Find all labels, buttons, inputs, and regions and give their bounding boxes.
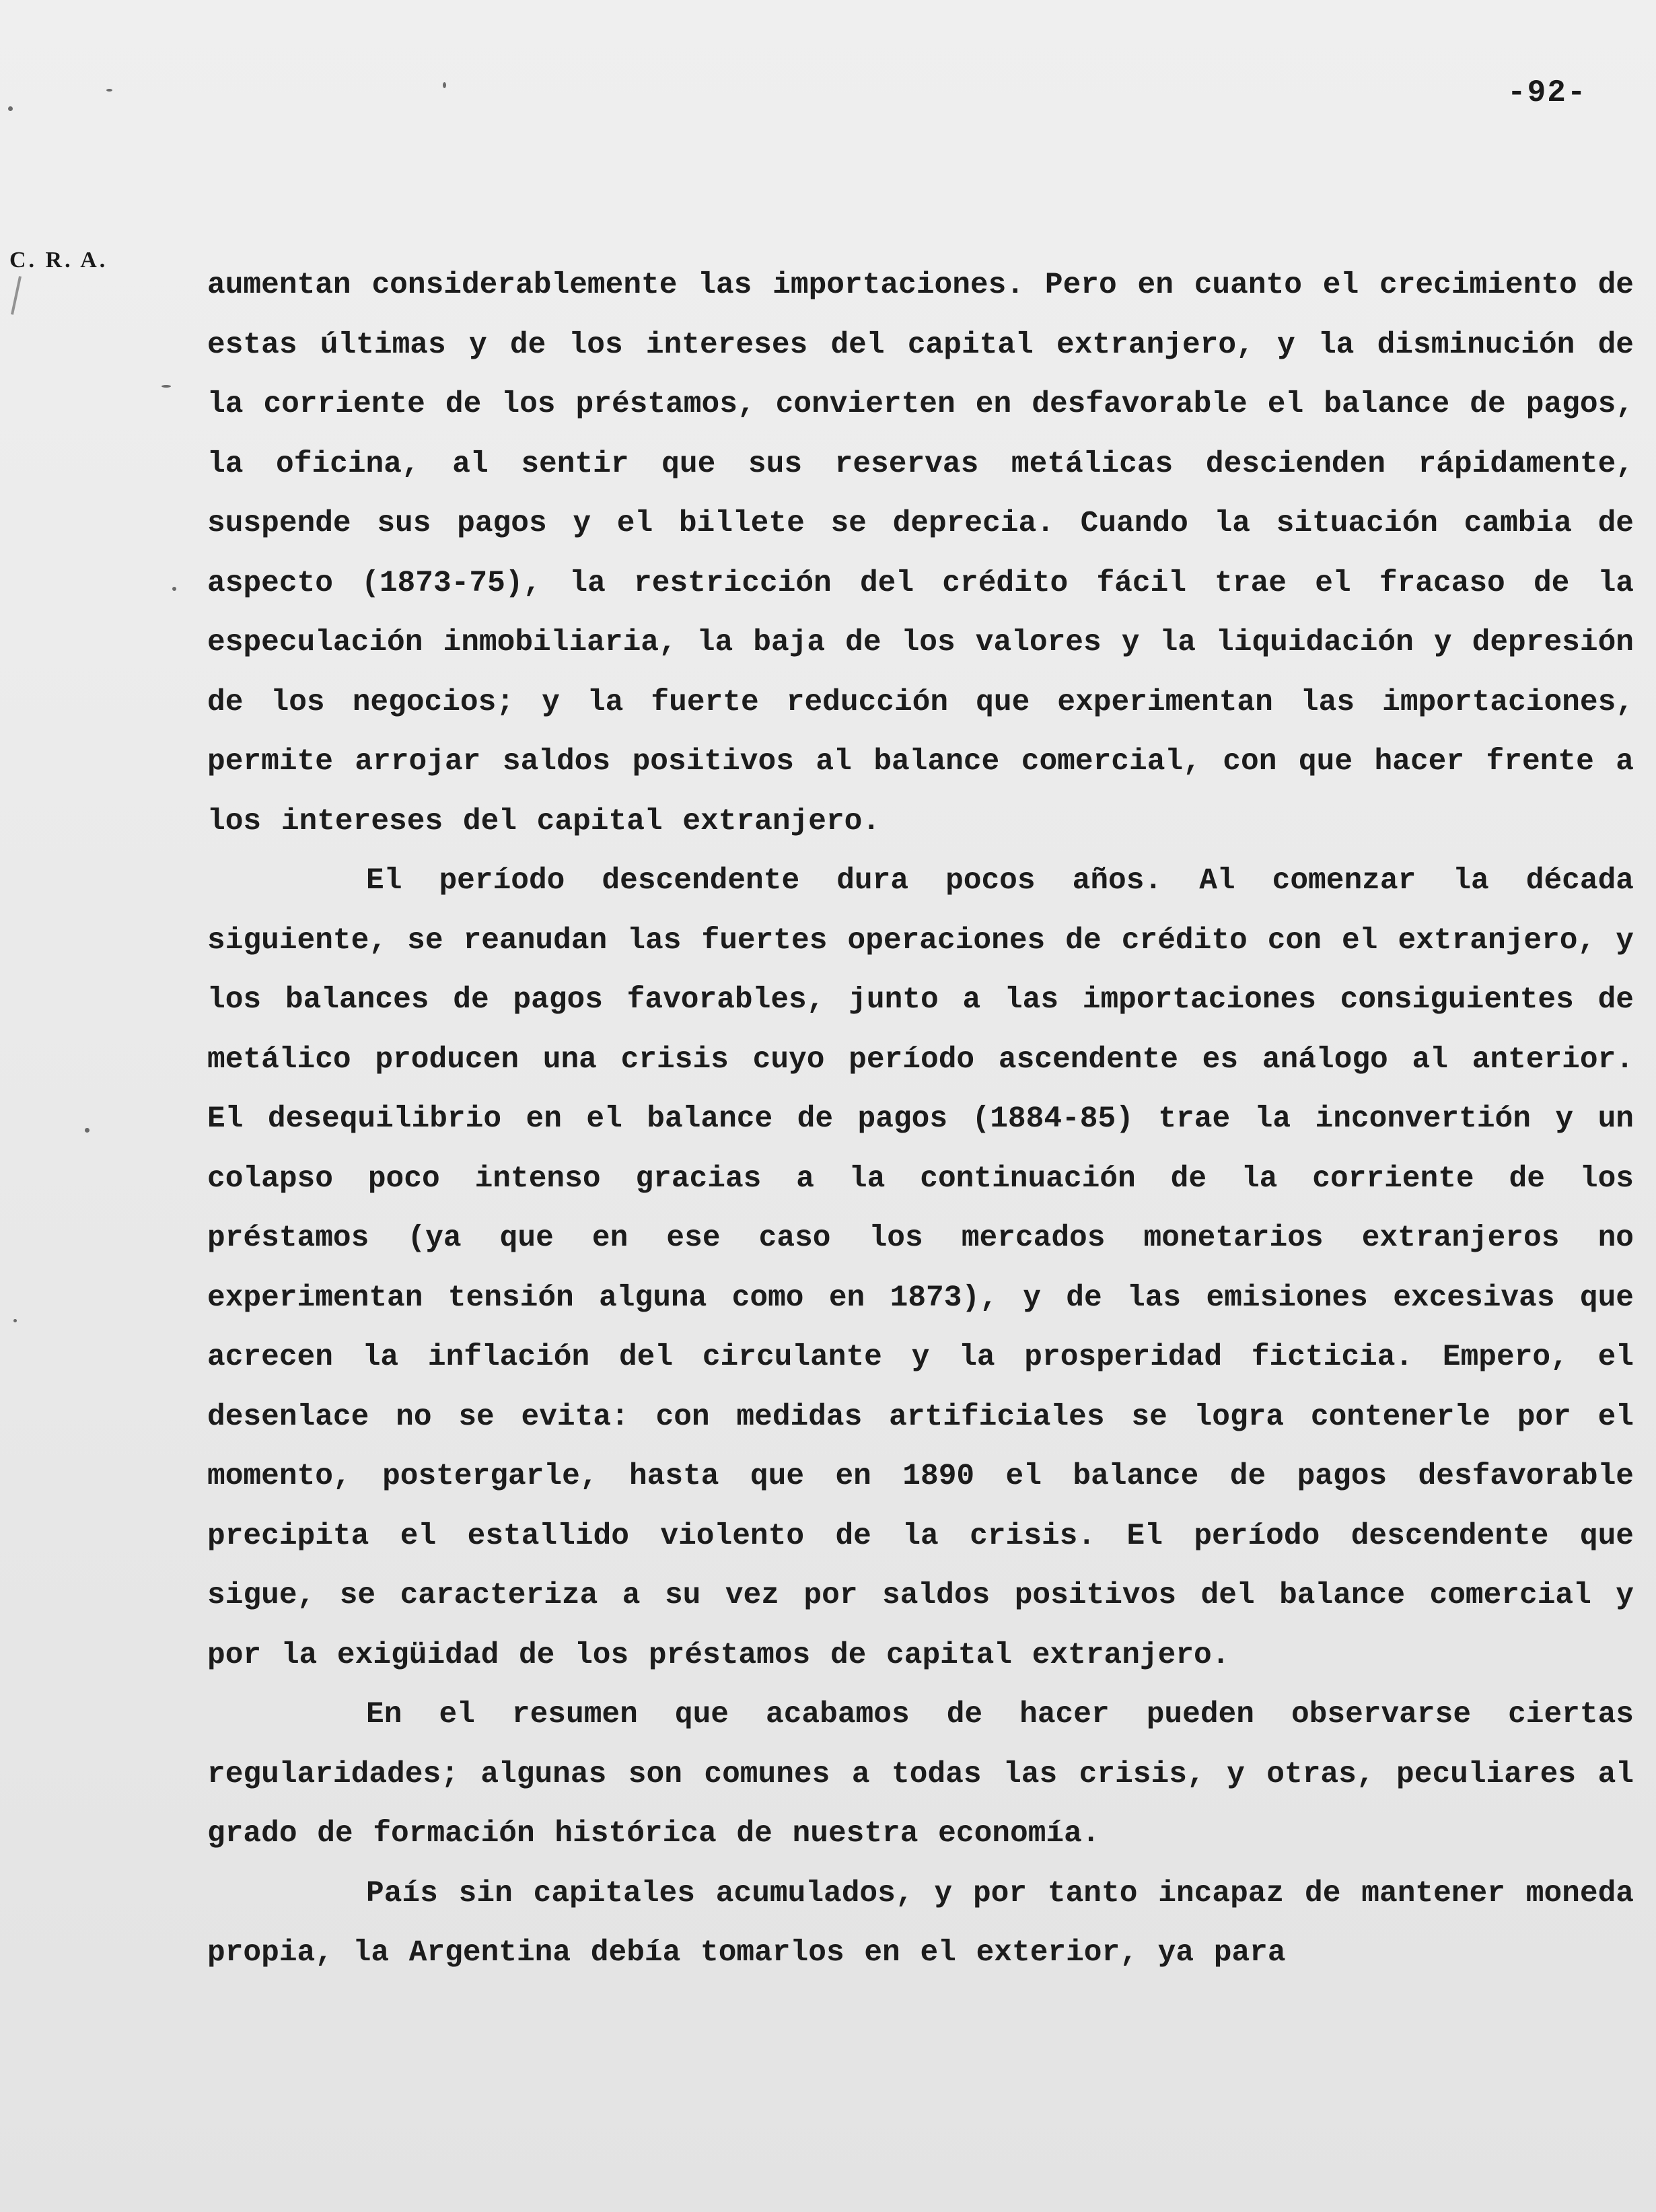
- body-text: [207, 256, 1634, 1983]
- margin-pen-mark: [11, 276, 22, 315]
- ink-speck: [13, 1319, 17, 1322]
- margin-note: C. R. A.: [9, 248, 108, 273]
- ink-speck: [172, 587, 176, 591]
- ink-speck: [161, 385, 171, 388]
- ink-speck: [106, 89, 112, 92]
- paragraph-1: aumentan considerablemente las importaciones. Pero en cuanto el crecimiento de estas últimas y de los intereses del capital extranjero, y la disminución de la corriente de los préstamos, convierten en desfavorable el balance de pagos, la oficina, al sentir que sus reservas metálicas descienden rápidamente, suspende sus pagos y el billete se deprecia. Cuando la situación cambia de aspecto (1873-75), la restricción del crédito fácil trae el fracaso de la especulación inmobiliaria, la baja de los valores y la liquidación y depresión de los negocios; y la fuerte reducción que experimentan las importaciones, permite arrojar saldos positivos al balance comercial, con que hacer frente a los intereses del capital extranjero.: [207, 269, 1634, 839]
- paragraph-2: El período descendente dura pocos años. Al comenzar la década siguiente, se reanudan las fuertes operaciones de crédito con el extranjero, y los balances de pagos favorables, junto a las importaciones consiguientes de metálico producen una crisis cuyo período ascendente es análogo al anterior. El desequilibrio en el balance de pagos (1884-85) trae la inconvertión y un colapso poco intenso gracias a la continuación de la corriente de los préstamos (ya que en ese caso los mercados monetarios extranjeros no experimentan tensión alguna como en 1873), y de las emisiones excesivas que acrecen la inflación del circulante y la prosperidad ficticia. Empero, el desenlace no se evita: con medidas artificiales se logra contenerle por el momento, postergarle, hasta que en 1890 el balance de pagos desfavorable precipita el estallido violento de la crisis. El período descendente que sigue, se caracteriza a su vez por saldos positivos del balance comercial y por la exigüidad de los préstamos de capital extranjero.: [207, 864, 1634, 1672]
- ink-speck: [85, 1128, 89, 1133]
- ink-speck: [443, 82, 446, 88]
- paragraph-4: País sin capitales acumulados, y por tanto incapaz de mantener moneda propia, la Argentina debía tomarlos en el exterior, ya para: [207, 1876, 1634, 1970]
- ink-speck: [8, 106, 13, 111]
- page-number: -92-: [1507, 75, 1587, 110]
- paragraph-3: En el resumen que acabamos de hacer pueden observarse ciertas regularidades; algunas son comunes a todas las crisis, y otras, peculiares al grado de formación histórica de nuestra economía.: [207, 1698, 1634, 1851]
